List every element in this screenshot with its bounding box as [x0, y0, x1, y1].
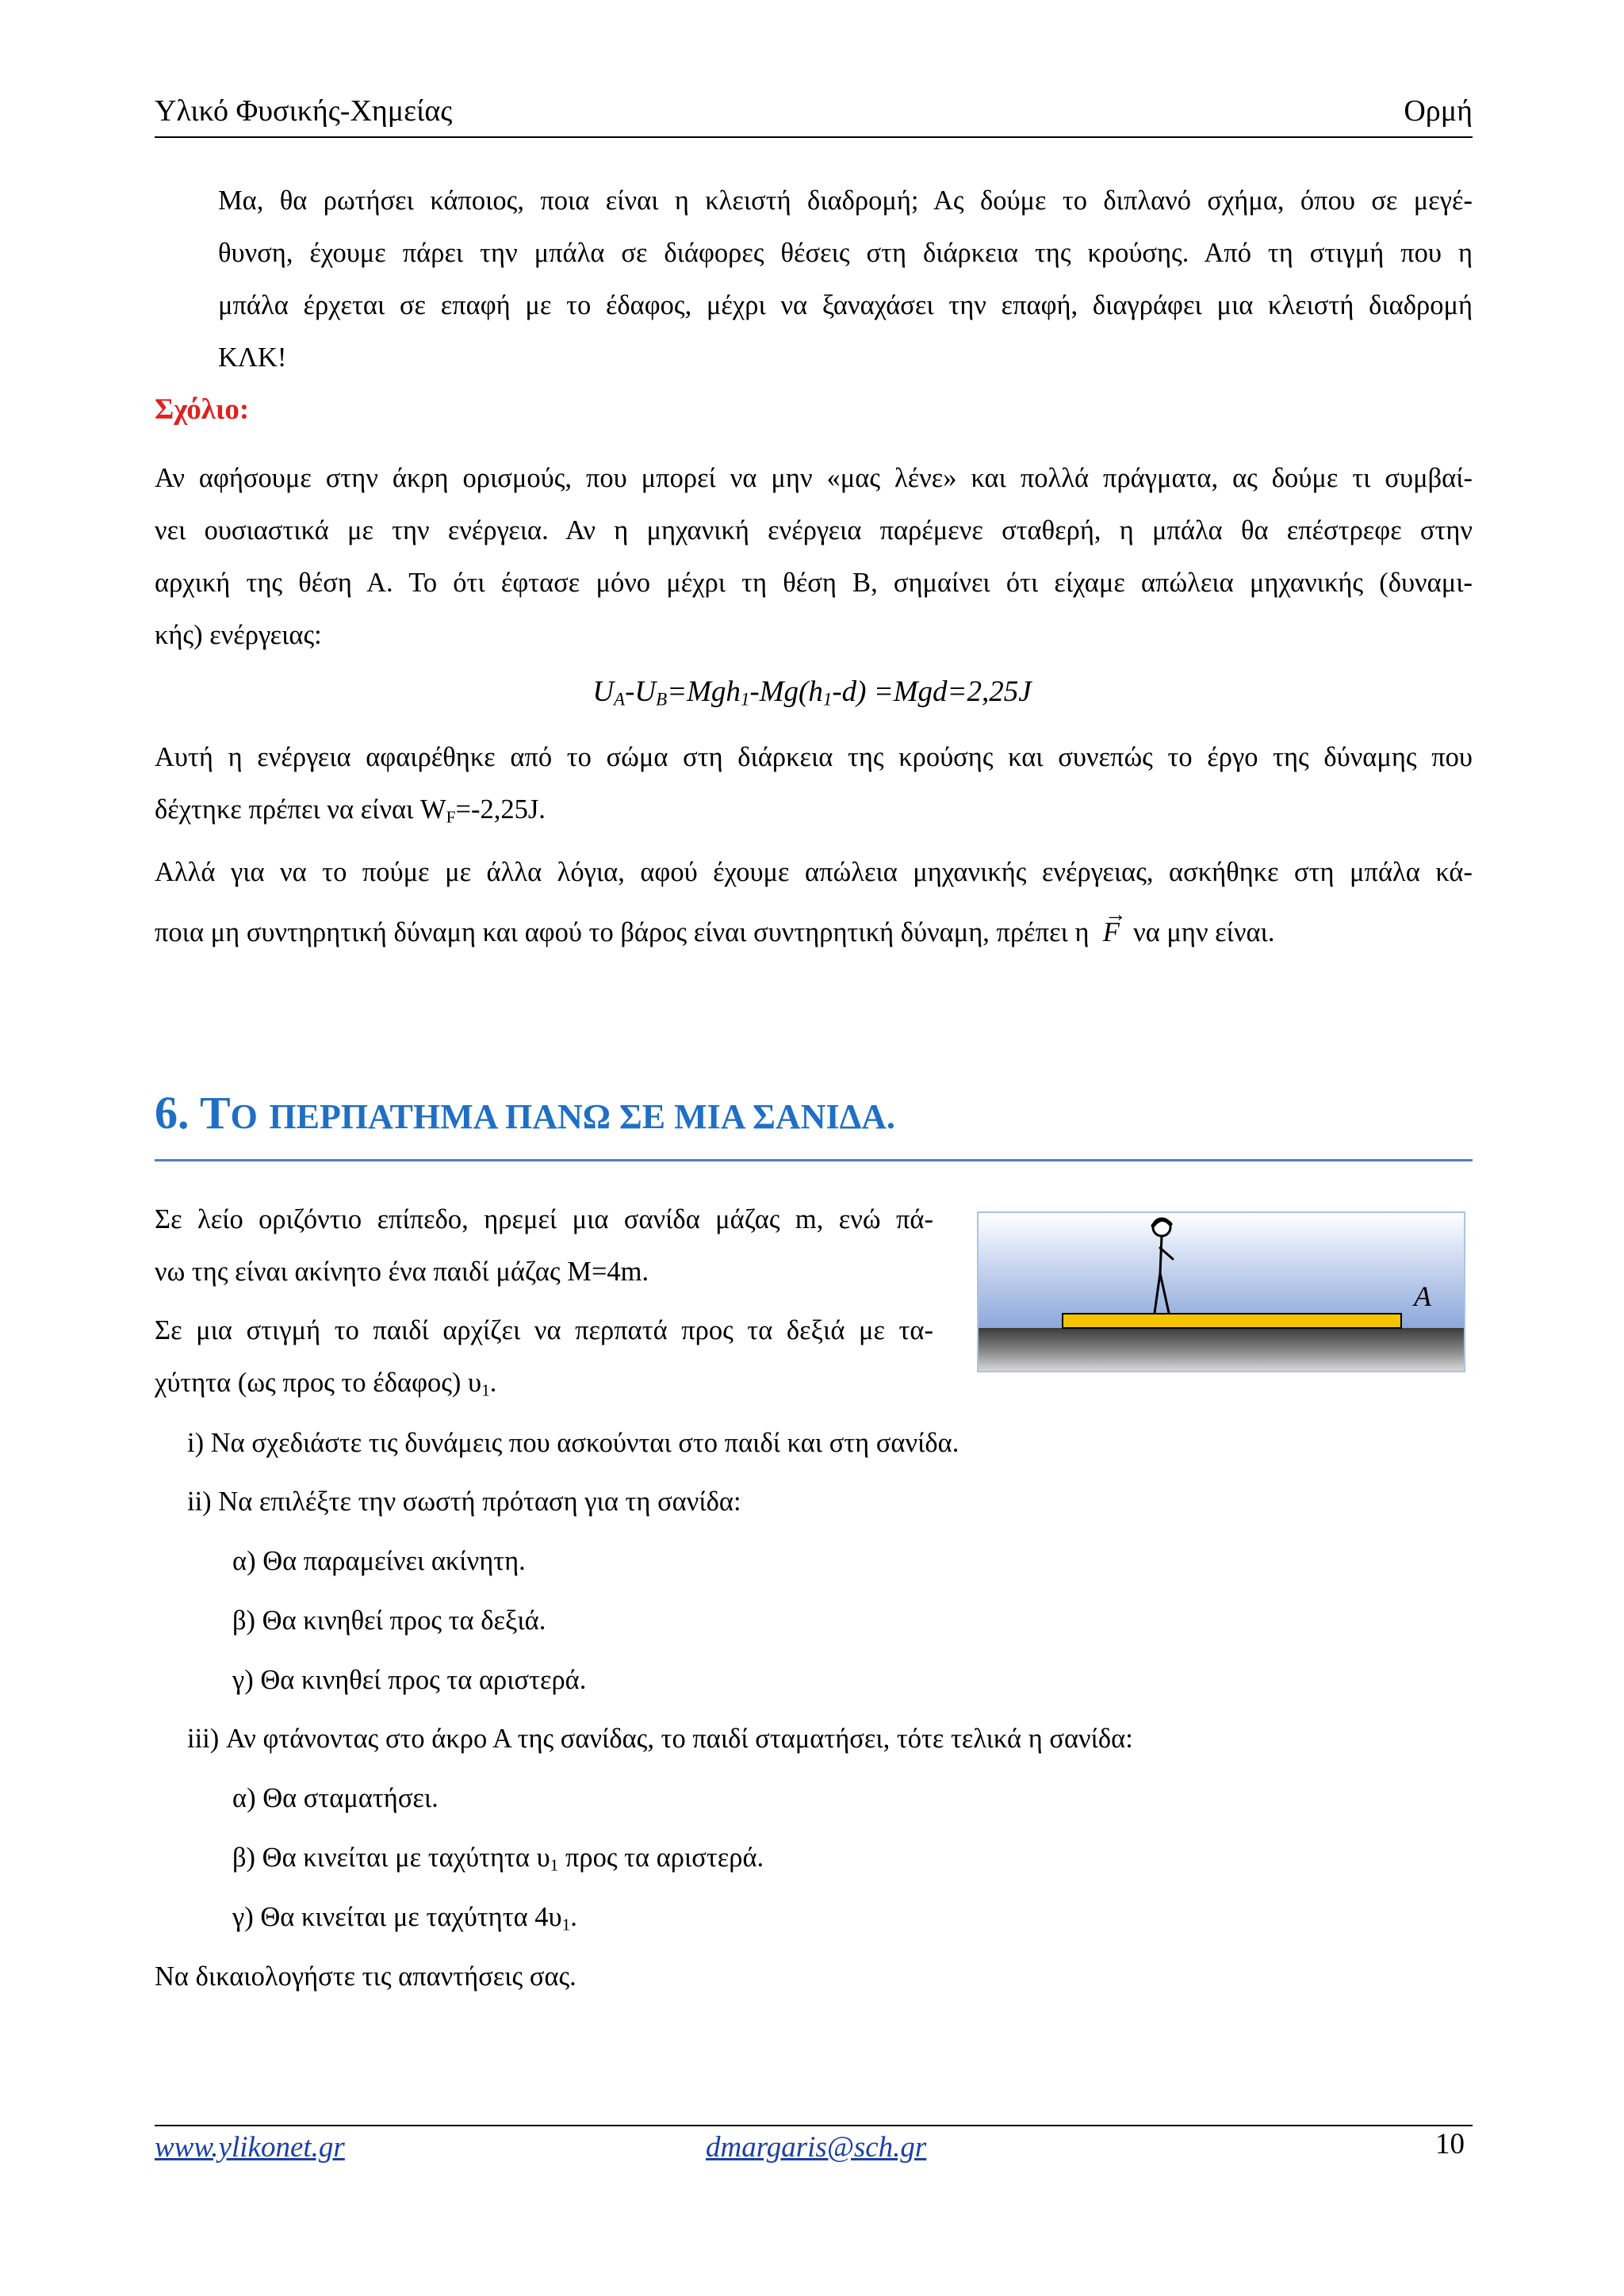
page-number: 10: [1435, 2128, 1465, 2160]
intro-line: μπάλα έρχεται σε επαφή με το έδαφος, μέχρι να ξαναχάσει την επαφή, διαγράφει μια κλειστή διαδρομή: [218, 290, 1473, 320]
comment-title: Σχόλιο:: [155, 393, 250, 426]
intro-paragraph: [218, 174, 1473, 384]
header-topic: Ορμή: [1404, 94, 1473, 128]
comment-line: αρχική της θέση Α. Το ότι έφτασε μόνο μέχρι τη θέση Β, σημαίνει ότι είχαμε απώλεια μηχανικής (δυναμι-: [155, 568, 1473, 598]
force-vector-symbol: → F: [1103, 902, 1120, 962]
child-figure: [1153, 1219, 1173, 1313]
footer-divider: [155, 2125, 1473, 2126]
ground: [979, 1328, 1464, 1371]
website-link[interactable]: www.ylikonet.gr: [155, 2131, 345, 2164]
conclusion-paragraph: [155, 842, 1473, 962]
comment-paragraph: [155, 452, 1473, 661]
option-iii-c: γ) Θα κινείται με ταχύτητα $4\upsilon_1$.: [232, 1902, 577, 1934]
problem-line: Σε λείο οριζόντιο επίπεδο, ηρεμεί μια σανίδα μάζας m, ενώ πά-: [155, 1204, 933, 1234]
comment-line: νει ουσιαστικά με την ενέργεια. Αν η μηχανική ενέργεια παρέμενε σταθερή, η μπάλα θα επέστρεφε στην: [155, 515, 1473, 545]
option-iii-b: β) Θα κινείται με ταχύτητα $\upsilon_1$ προς τα αριστερά.: [232, 1843, 764, 1875]
option-ii-a: α) Θα παραμείνει ακίνητη.: [232, 1546, 526, 1576]
problem-line: χύτητα (ως προς το έδαφος) $\upsilon_1$.: [155, 1368, 497, 1400]
question-i: i) Να σχεδιάστε τις δυνάμεις που ασκούνται στο παιδί και στη σανίδα.: [187, 1428, 959, 1458]
option-ii-c: γ) Θα κινηθεί προς τα αριστερά.: [232, 1665, 587, 1695]
email-link[interactable]: dmargaris@sch.gr: [706, 2131, 927, 2164]
comment-line: κής) ενέργειας:: [155, 620, 322, 650]
conclusion-line: ποια μη συντηρητική δύναμη και αφού το βάρος είναι συντηρητική δύναμη, πρέπει η → F να μην είναι.: [155, 902, 1473, 962]
problem-line: Σε μια στιγμή το παιδί αρχίζει να περπατά προς τα δεξιά με τα-: [155, 1315, 933, 1345]
section-heading: 6. ΤΟ ΠΕΡΠΑΤΗΜΑ ΠΑΝΩ ΣΕ ΜΙΑ ΣΑΝΙΔΑ.: [155, 1086, 1473, 1161]
work-line: Αυτή η ενέργεια αφαιρέθηκε από το σώμα στη διάρκεια της κρούσης και συνεπώς το έργο της δύναμης που: [155, 742, 1473, 772]
work-line: δέχτηκε πρέπει να είναι $W_F=-2,25J$.: [155, 794, 546, 827]
plank: [1063, 1314, 1401, 1328]
intro-line: ΚΛΚ!: [218, 342, 287, 373]
question-ii: ii) Να επιλέξτε την σωστή πρόταση για τη σανίδα:: [187, 1487, 741, 1517]
question-iii: iii) Αν φτάνοντας στο άκρο Α της σανίδας, το παιδί σταματήσει, τότε τελικά η σανίδα:: [187, 1724, 1133, 1754]
header-subject: Υλικό Φυσικής-Χημείας: [155, 94, 453, 128]
intro-line: Μα, θα ρωτήσει κάποιος, ποια είναι η κλειστή διαδρομή; Ας δούμε το διπλανό σχήμα, όπου σε μεγέ-: [218, 186, 1473, 216]
end-a-label: A: [1414, 1280, 1431, 1312]
energy-formula: $U_A-U_B=Mgh_1-Mg(h_1-d) =Mgd=2,25J$: [592, 675, 1032, 710]
work-paragraph: [155, 731, 1473, 836]
intro-line: θυνση, έχουμε πάρει την μπάλα σε διάφορες θέσεις στη διάρκεια της κρούσης. Από τη στιγμή που η: [218, 238, 1473, 268]
plank-diagram: [979, 1213, 1464, 1371]
problem-line: νω της είναι ακίνητο ένα παιδί μάζας Μ=4m.: [155, 1257, 649, 1287]
page-header: [155, 94, 1473, 138]
problem-paragraph: [155, 1193, 933, 1409]
comment-line: Αν αφήσουμε στην άκρη ορισμούς, που μπορεί να μην «μας λένε» και πολλά πράγματα, ας δούμε τι συμβαί-: [155, 463, 1473, 493]
child-on-plank-figure: [977, 1211, 1465, 1372]
justify-instruction: Να δικαιολογήστε τις απαντήσεις σας.: [155, 1961, 576, 1992]
option-ii-b: β) Θα κινηθεί προς τα δεξιά.: [232, 1605, 546, 1636]
option-iii-a: α) Θα σταματήσει.: [232, 1783, 439, 1813]
conclusion-line: Αλλά για να το πούμε με άλλα λόγια, αφού έχουμε απώλεια μηχανικής ενέργειας, ασκήθηκε στη μπάλα κά-: [155, 857, 1473, 887]
